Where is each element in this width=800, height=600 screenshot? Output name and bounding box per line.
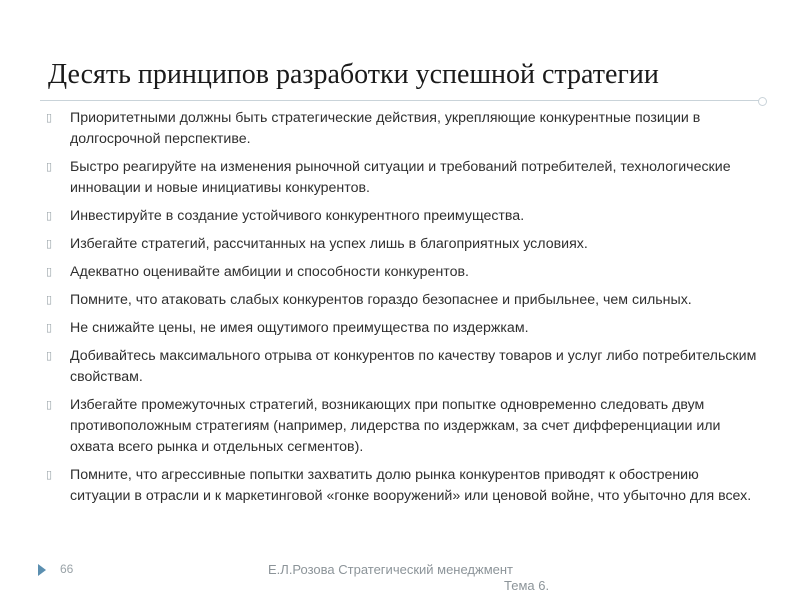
- checkbox-glyph-icon: ▯: [46, 293, 53, 306]
- bullet-item: [40, 157, 760, 199]
- bullet-text: Добивайтесь максимального отрыва от конкурентов по качеству товаров и услуг либо потребительским свойствам.: [70, 348, 757, 385]
- checkbox-glyph-icon: ▯: [46, 160, 53, 173]
- bullet-item: [40, 234, 760, 255]
- page-number: 66: [60, 562, 74, 576]
- bullet-item: [40, 290, 760, 311]
- bullet-item: [40, 465, 760, 507]
- bullet-item: [40, 108, 760, 150]
- bullet-text: Приоритетными должны быть стратегические действия, укрепляющие конкурентные позиции в долгосрочной перспективе.: [70, 110, 701, 147]
- bullet-list: [40, 108, 760, 514]
- bullet-text: Избегайте промежуточных стратегий, возникающих при попытке одновременно следовать двум противоположным стратегиям (например, лидерства по издержкам, за счет дифференциации или охвата всего рынка и отдельных сегментов).: [70, 397, 721, 455]
- checkbox-glyph-icon: ▯: [46, 321, 53, 334]
- bullet-text: Помните, что атаковать слабых конкурентов гораздо безопаснее и прибыльнее, чем сильных.: [70, 292, 692, 308]
- bullet-item: [40, 318, 760, 339]
- bullet-text: Избегайте стратегий, рассчитанных на успех лишь в благоприятных условиях.: [70, 236, 588, 252]
- bullet-item: [40, 395, 760, 458]
- bullet-text: Не снижайте цены, не имея ощутимого преимущества по издержкам.: [70, 320, 529, 336]
- bullet-text: Быстро реагируйте на изменения рыночной ситуации и требований потребителей, технологические инновации и новые инициативы конкурентов.: [70, 159, 731, 196]
- bullet-text: Адекватно оценивайте амбиции и способности конкурентов.: [70, 264, 469, 280]
- slide-title: Десять принципов разработки успешной стратегии: [48, 59, 659, 90]
- nav-arrow-icon[interactable]: [38, 564, 46, 576]
- bullet-text: Инвестируйте в создание устойчивого конкурентного преимущества.: [70, 208, 525, 224]
- checkbox-glyph-icon: ▯: [46, 209, 53, 222]
- footer-topic: Тема 6.: [504, 578, 550, 593]
- bullet-item: [40, 346, 760, 388]
- checkbox-glyph-icon: ▯: [46, 349, 53, 362]
- footer-author: Е.Л.Розова Стратегический менеджмент: [268, 562, 514, 577]
- checkbox-glyph-icon: ▯: [46, 237, 53, 250]
- checkbox-glyph-icon: ▯: [46, 265, 53, 278]
- bullet-item: [40, 206, 760, 227]
- bullet-item: [40, 262, 760, 283]
- checkbox-glyph-icon: ▯: [46, 398, 53, 411]
- checkbox-glyph-icon: ▯: [46, 111, 53, 124]
- bullet-text: Помните, что агрессивные попытки захватить долю рынка конкурентов приводят к обострению ситуации в отрасли и к маркетинговой «гонке вооружений» или ценовой войне, что убыточно для всех.: [70, 467, 752, 504]
- checkbox-glyph-icon: ▯: [46, 468, 53, 481]
- divider-end-dot: [758, 97, 767, 106]
- title-divider: [40, 100, 762, 101]
